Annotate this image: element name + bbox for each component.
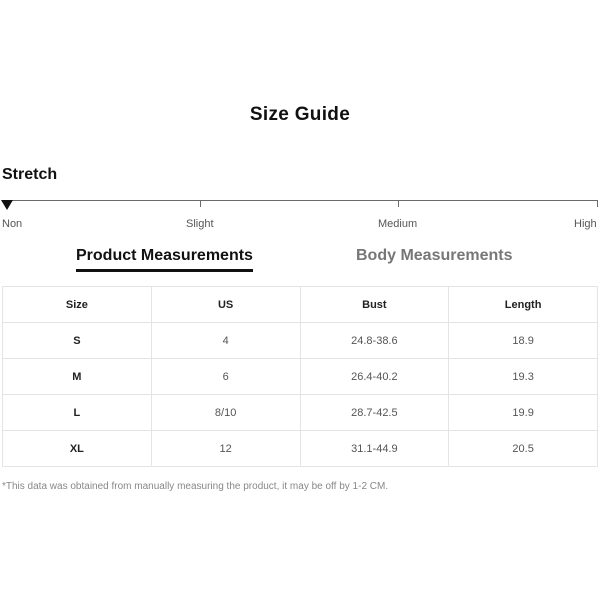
cell-us: 4 bbox=[151, 323, 300, 359]
cell-bust: 26.4-40.2 bbox=[300, 359, 449, 395]
stretch-level-slight: Slight bbox=[186, 218, 214, 230]
table-row bbox=[3, 323, 598, 359]
size-table bbox=[2, 286, 598, 467]
stretch-level-non: Non bbox=[2, 218, 23, 230]
header-size: Size bbox=[3, 287, 152, 323]
cell-bust: 28.7-42.5 bbox=[300, 395, 449, 431]
cell-length: 20.5 bbox=[449, 431, 598, 467]
stretch-label: Stretch bbox=[2, 166, 58, 183]
cell-bust: 31.1-44.9 bbox=[300, 431, 449, 467]
cell-size: S bbox=[3, 323, 152, 359]
table-row bbox=[3, 431, 598, 467]
cell-size: M bbox=[3, 359, 152, 395]
cell-size: L bbox=[3, 395, 152, 431]
tab-body-measurements[interactable]: Body Measurements bbox=[356, 247, 513, 264]
cell-bust: 24.8-38.6 bbox=[300, 323, 449, 359]
measurement-note: *This data was obtained from manually measuring the product, it may be off by 1-2 CM. bbox=[2, 481, 389, 492]
tab-product-measurements[interactable]: Product Measurements bbox=[76, 247, 253, 272]
cell-length: 19.9 bbox=[449, 395, 598, 431]
stretch-marker-icon bbox=[1, 200, 13, 210]
table-row bbox=[3, 395, 598, 431]
page-title: Size Guide bbox=[249, 104, 351, 125]
cell-us: 12 bbox=[151, 431, 300, 467]
stretch-scale-line bbox=[4, 200, 598, 201]
stretch-tick-medium bbox=[398, 200, 399, 207]
cell-length: 19.3 bbox=[449, 359, 598, 395]
header-bust: Bust bbox=[300, 287, 449, 323]
cell-us: 6 bbox=[151, 359, 300, 395]
stretch-level-high: High bbox=[574, 218, 597, 230]
cell-us: 8/10 bbox=[151, 395, 300, 431]
table-row bbox=[3, 359, 598, 395]
stretch-level-medium: Medium bbox=[378, 218, 418, 230]
cell-size: XL bbox=[3, 431, 152, 467]
header-us: US bbox=[151, 287, 300, 323]
header-length: Length bbox=[449, 287, 598, 323]
stretch-tick-slight bbox=[200, 200, 201, 207]
table-header-row bbox=[3, 287, 598, 323]
cell-length: 18.9 bbox=[449, 323, 598, 359]
stretch-tick-high bbox=[597, 200, 598, 207]
